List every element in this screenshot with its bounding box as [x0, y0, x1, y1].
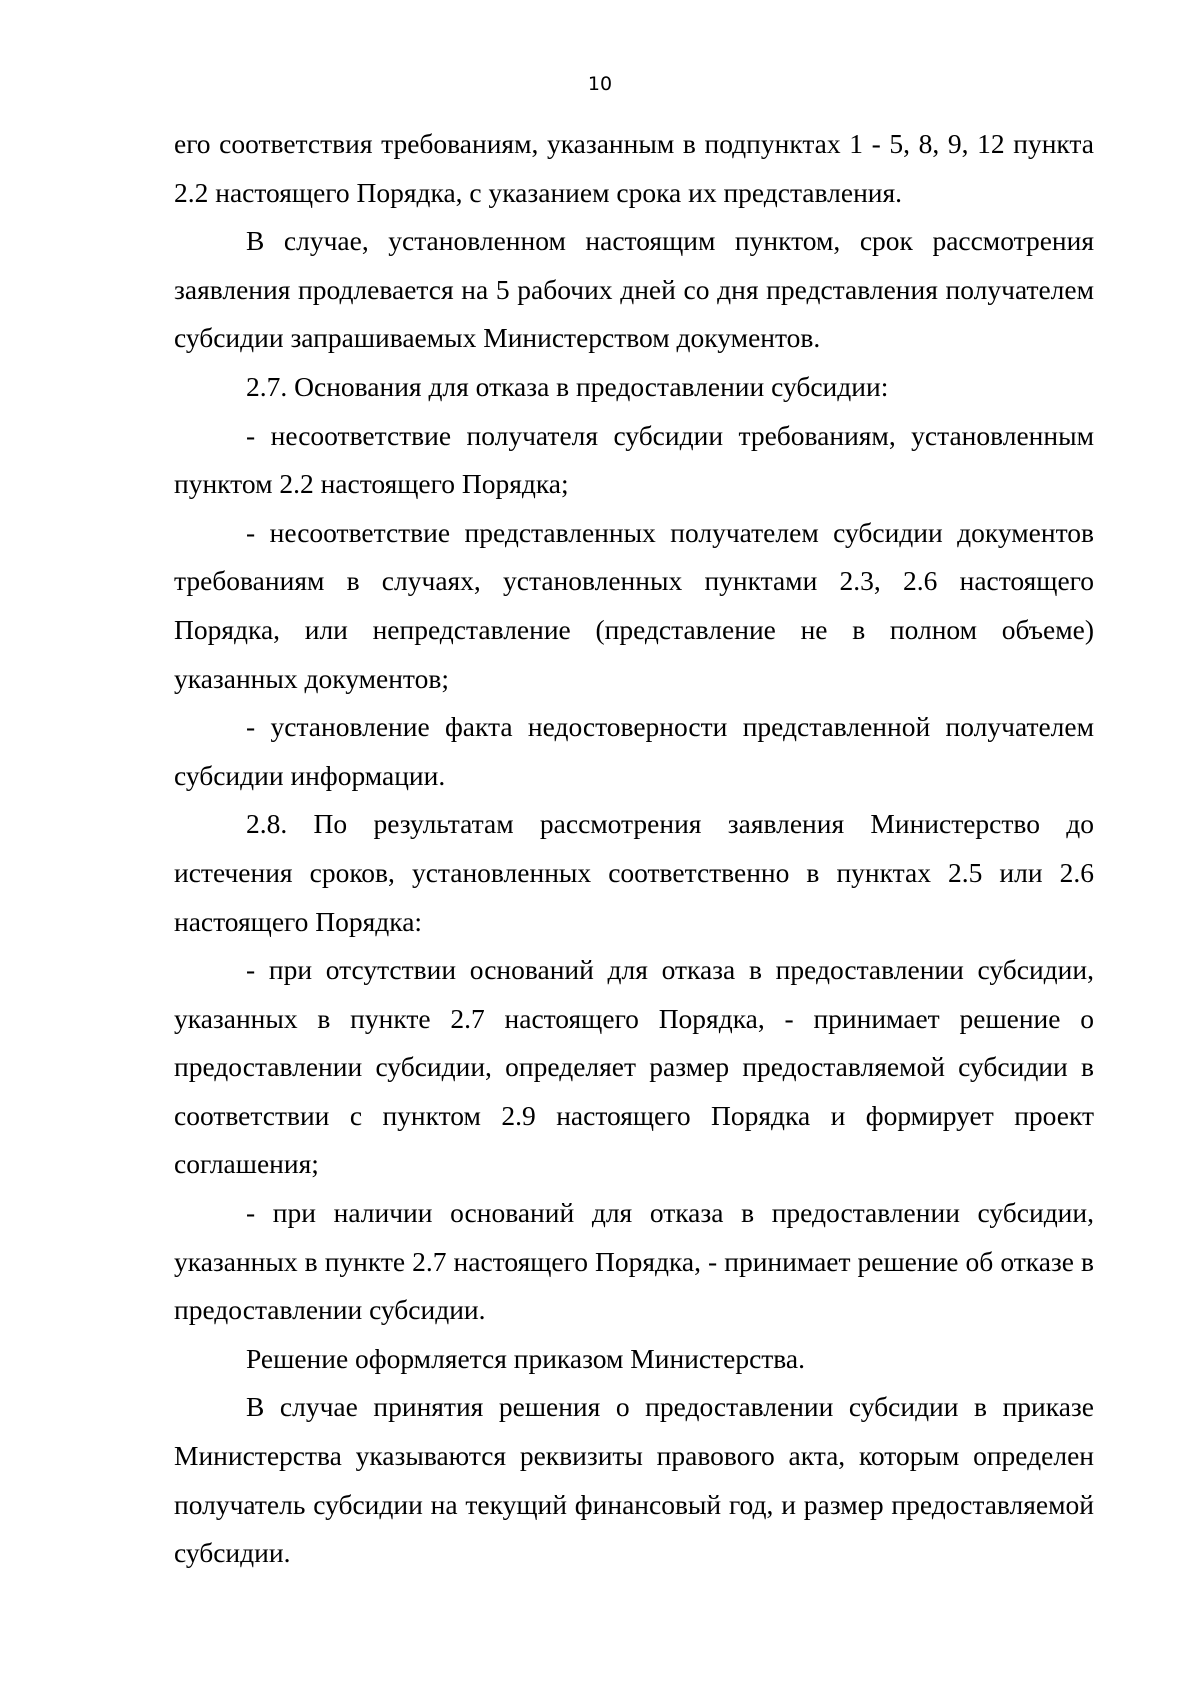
paragraph-refusal-ground-3: - установление факта недостоверности представленной получателем субсидии информации. — [174, 711, 1094, 791]
paragraph-refusal-ground-2: - несоответствие представленных получателем субсидии документов требованиям в случаях, установленных пунктами 2.3, 2.6 настоящего Порядка, или непредставление (представление не в полном объеме) указанных документов; — [174, 516, 1094, 694]
paragraph-decision-order: Решение оформляется приказом Министерства. — [246, 1342, 805, 1374]
paragraph-review-extension: В случае, установленном настоящим пунктом, срок рассмотрения заявления продлевается на 5 рабочих дней со дня представления получателем субсидии запрашиваемых Министерством документов. — [174, 225, 1094, 354]
paragraph-continuation: его соответствия требованиям, указанным в подпунктах 1 - 5, 8, 9, 12 пункта 2.2 настоящего Порядка, с указанием срока их представления. — [174, 128, 1094, 208]
paragraph-decision-refusal: - при наличии оснований для отказа в предоставлении субсидии, указанных в пункте 2.7 настоящего Порядка, - принимает решение об отказе в предоставлении субсидии. — [174, 1197, 1094, 1326]
paragraph-order-details: В случае принятия решения о предоставлении субсидии в приказе Министерства указываются реквизиты правового акта, которым определен получатель субсидии на текущий финансовый год, и размер предоставляемой субсидии. — [174, 1391, 1094, 1569]
paragraph-section-2-7: 2.7. Основания для отказа в предоставлении субсидии: — [246, 370, 889, 402]
document-body — [174, 120, 1094, 1578]
paragraph-refusal-ground-1: - несоответствие получателя субсидии требованиям, установленным пунктом 2.2 настоящего Порядка; — [174, 419, 1094, 500]
paragraph-section-2-8: 2.8. По результатам рассмотрения заявления Министерство до истечения сроков, установленных соответственно в пунктах 2.5 или 2.6 настоящего Порядка: — [174, 808, 1094, 937]
paragraph-decision-grant: - при отсутствии оснований для отказа в предоставлении субсидии, указанных в пункте 2.7 настоящего Порядка, - принимает решение о предоставлении субсидии, определяет размер предоставляемой субсидии в соответствии с пунктом 2.9 настоящего Порядка и формирует проект соглашения; — [174, 954, 1094, 1180]
page-number: 10 — [587, 73, 613, 95]
